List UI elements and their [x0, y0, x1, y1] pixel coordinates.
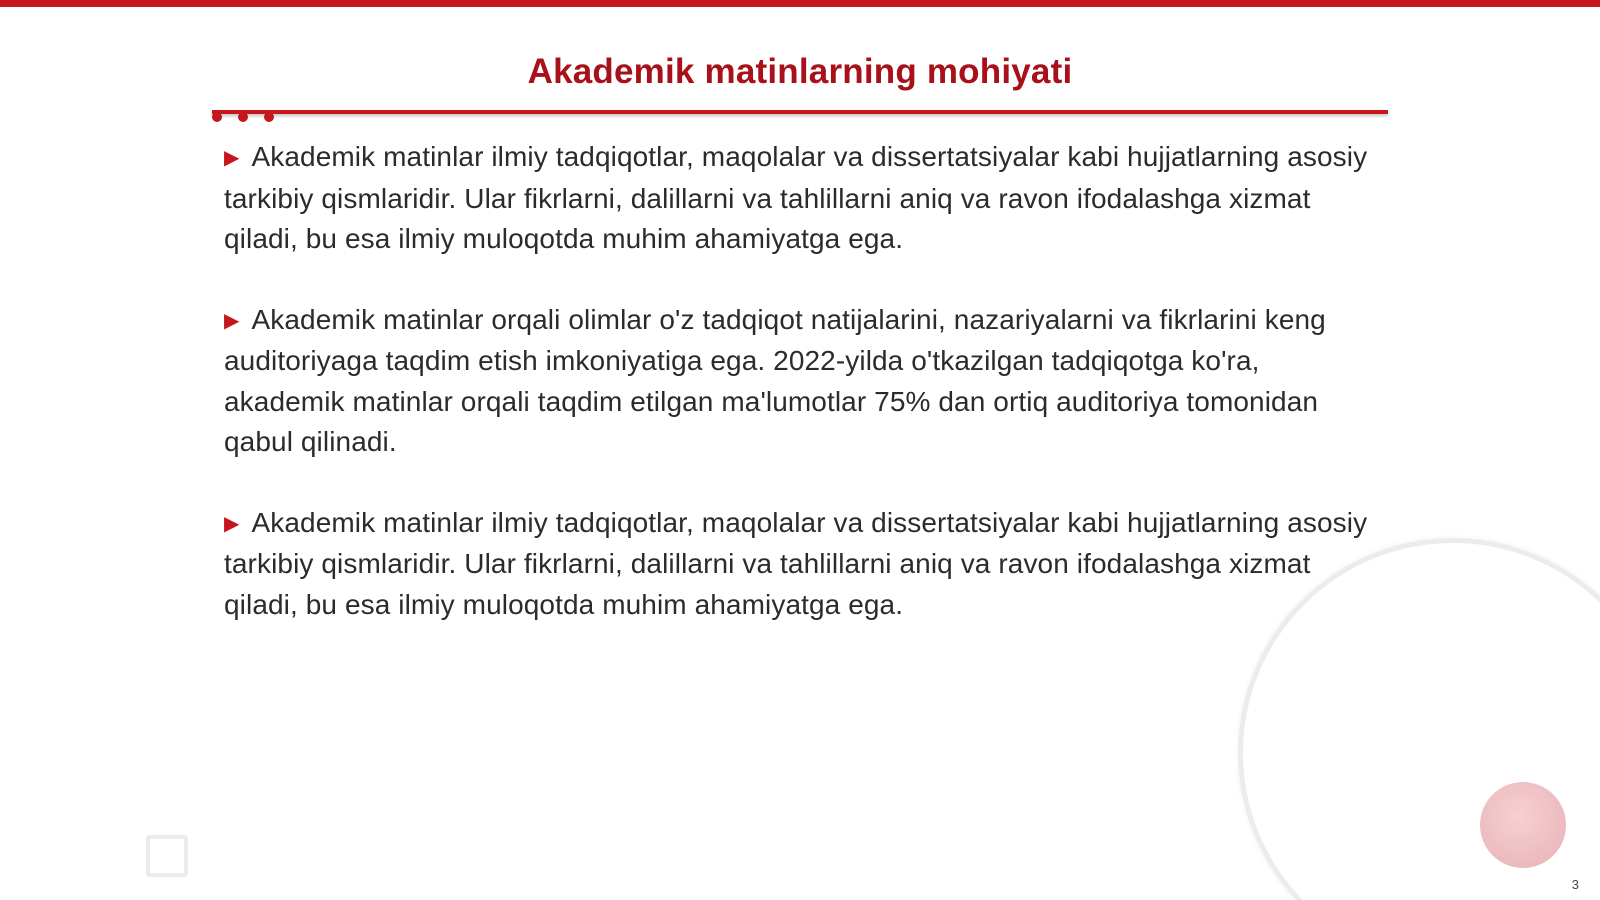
bullet-text-2: Akademik matinlar orqali olimlar o'z tadqiqot natijalarini, nazariyalarni va fikrlarini keng auditoriyaga taqdim etish imkoniyatiga ega. 2022-yilda o'tkazilgan tadqiqotga ko'ra, akademik matinlar orqali taqdim etilgan ma'lumotlar 75% dan ortiq auditoriya tomonidan qabul qilinadi. — [224, 303, 1326, 457]
decorative-square — [146, 835, 188, 877]
underline-dot-2 — [238, 112, 248, 122]
bullet-item-3 — [224, 503, 1374, 626]
triangle-bullet-icon: ▶ — [224, 147, 240, 169]
bullet-item-2 — [224, 300, 1374, 463]
triangle-bullet-icon: ▶ — [224, 309, 240, 332]
underline-dot-1 — [212, 112, 222, 122]
underline-dot-3 — [264, 112, 274, 122]
top-accent-bar — [0, 0, 1600, 7]
title-underline — [212, 110, 1388, 114]
page-number: 3 — [1571, 877, 1579, 892]
bullet-item-1 — [224, 137, 1374, 260]
bullet-list — [224, 137, 1374, 665]
triangle-bullet-icon: ▶ — [224, 512, 240, 535]
decorative-pink-circle — [1480, 782, 1566, 868]
bullet-text-1: Akademik matinlar ilmiy tadqiqotlar, maqolalar va dissertatsiyalar kabi hujjatlarning asosiy tarkibiy qismlaridir. Ular fikrlarni, dalillarni va tahlillarni aniq va ravon ifodalashga xizmat qiladi, bu esa ilmiy muloqotda muhim ahamiyatga ega. — [224, 141, 1368, 254]
slide-title: Akademik matinlarning mohiyati — [527, 52, 1073, 91]
bullet-text-3: Akademik matinlar ilmiy tadqiqotlar, maqolalar va dissertatsiyalar kabi hujjatlarning asosiy tarkibiy qismlaridir. Ular fikrlarni, dalillarni va tahlillarni aniq va ravon ifodalashga xizmat qiladi, bu esa ilmiy muloqotda muhim ahamiyatga ega. — [224, 506, 1368, 620]
